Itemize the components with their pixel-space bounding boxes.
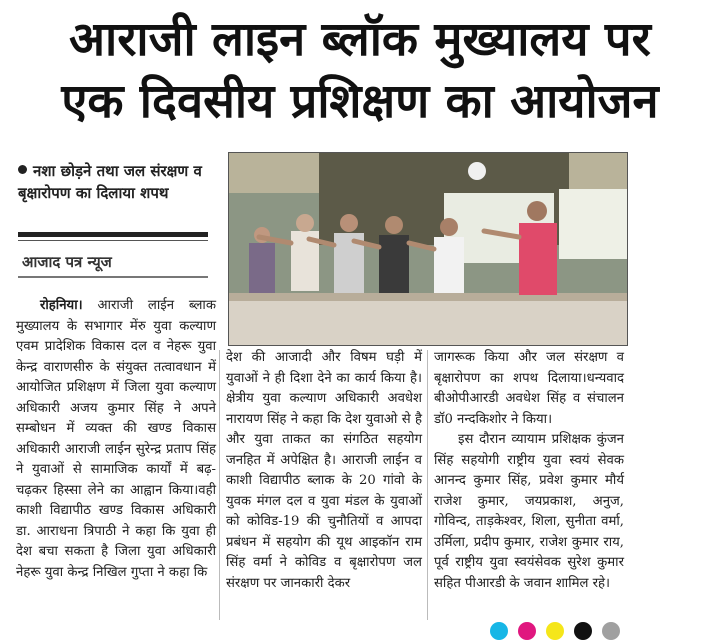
registration-dot: [518, 622, 536, 640]
article-column-1: [16, 296, 216, 583]
byline: आजाद पत्र न्यूज: [22, 253, 112, 271]
headline-line-2: एक दिवसीय प्रशिक्षण का आयोजन: [61, 74, 659, 129]
article-column-2: [226, 348, 422, 594]
column-divider: [427, 350, 428, 620]
byline-rule: [18, 276, 208, 278]
article-column-3-para-2: इस दौरान व्यायाम प्रशिक्षक कुंजन सिंह सहयोगी राष्ट्रीय युवा स्वयं सेवक आनन्द कुमार सिंह, प्रवेश कुमार मौर्य राजेश कुमार, जयप्रकाश, अनुज, गोविन्द, ताड़केश्वर, शिला, सुनीता वर्मा, उर्मिला, प्रदीप कुमार, राजेश कुमार राय, पूर्व राष्ट्रीय युवा स्वयंसेवक सुरेश कुमार सहित पीआरडी के जवान शामिल रहे।: [434, 432, 624, 591]
headline-line-1: आराजी लाइन ब्लॉक मुख्यालय पर: [69, 12, 651, 67]
column-divider: [219, 350, 220, 620]
group-oath-photo-icon: [229, 153, 627, 345]
article-column-1-text: आराजी लाईन ब्लाक मुख्यालय के सभागार मेंरु युवा कल्याण एवम प्रादेशिक विकास दल व नेहरू युवा केन्द्र वाराणसीरु के संयुक्त तत्वावधान में आयोजित प्रशिक्षण में जिला युवा कल्याण अधिकारी अजय कुमार सिंह ने अपने सम्बोधन में व्यक्त की खण्ड विकास अधिकारी आराजी लाईन सुरेन्द्र प्रताप सिंह ने युवाओं से सामाजिक कार्यों में बढ़- चढ़कर हिस्सा लेने का आह्वान किया।वही काशी विद्यापीठ खण्ड विकास अधिकारी डा. आराधना त्रिपाठी ने कहा कि युवा ही देश बचा सकता है जिला युवा अधिकारी नेहरू युवा केन्द्र निखिल गुप्ता ने कहा कि: [16, 298, 216, 580]
subheading-text: नशा छोड़ने तथा जल संरक्षण व बृक्षारोपण का दिलाया शपथ: [18, 162, 202, 202]
registration-dot: [602, 622, 620, 640]
article-column-3: [434, 348, 624, 594]
news-photo: [228, 152, 628, 346]
article-column-2-text: देश की आजादी और विषम घड़ी में युवाओं ने ही दिशा देने का कार्य किया है। क्षेत्रीय युवा कल्याण अधिकारी अवधेश नारायण सिंह ने कहा कि देश युवाओ से है और युवा ताकत का संगठित सहयोग जनहित में अपेक्षित है। आराजी लाईन व काशी विद्यापीठ ब्लाक के 20 गांवो के युवक मंगल दल व युवा मंडल के युवाओं को कोविड-19 की चुनौतियों व आपदा प्रबंधन में सहयोग की यूथ आइकॉन राम सिंह वर्मा ने कोविड व बृक्षारोपण जल संरक्षण पर जानकारी देकर: [226, 350, 422, 591]
article-column-3-para-1: जागरूक किया और जल संरक्षण व बृक्षारोपण का शपथ दिलाया।धन्यवाद बीओपीआरडी अवधेश सिंह व संचालन डॉ0 नन्दकिशोर ने किया।: [434, 350, 624, 427]
registration-dot: [490, 622, 508, 640]
subheading: [18, 160, 206, 204]
subheading-rule: [18, 240, 208, 241]
registration-dot: [574, 622, 592, 640]
dateline: रोहनिया।: [40, 298, 83, 313]
registration-dot: [546, 622, 564, 640]
subheading-divider: [18, 232, 208, 237]
bullet-icon: [18, 165, 27, 174]
